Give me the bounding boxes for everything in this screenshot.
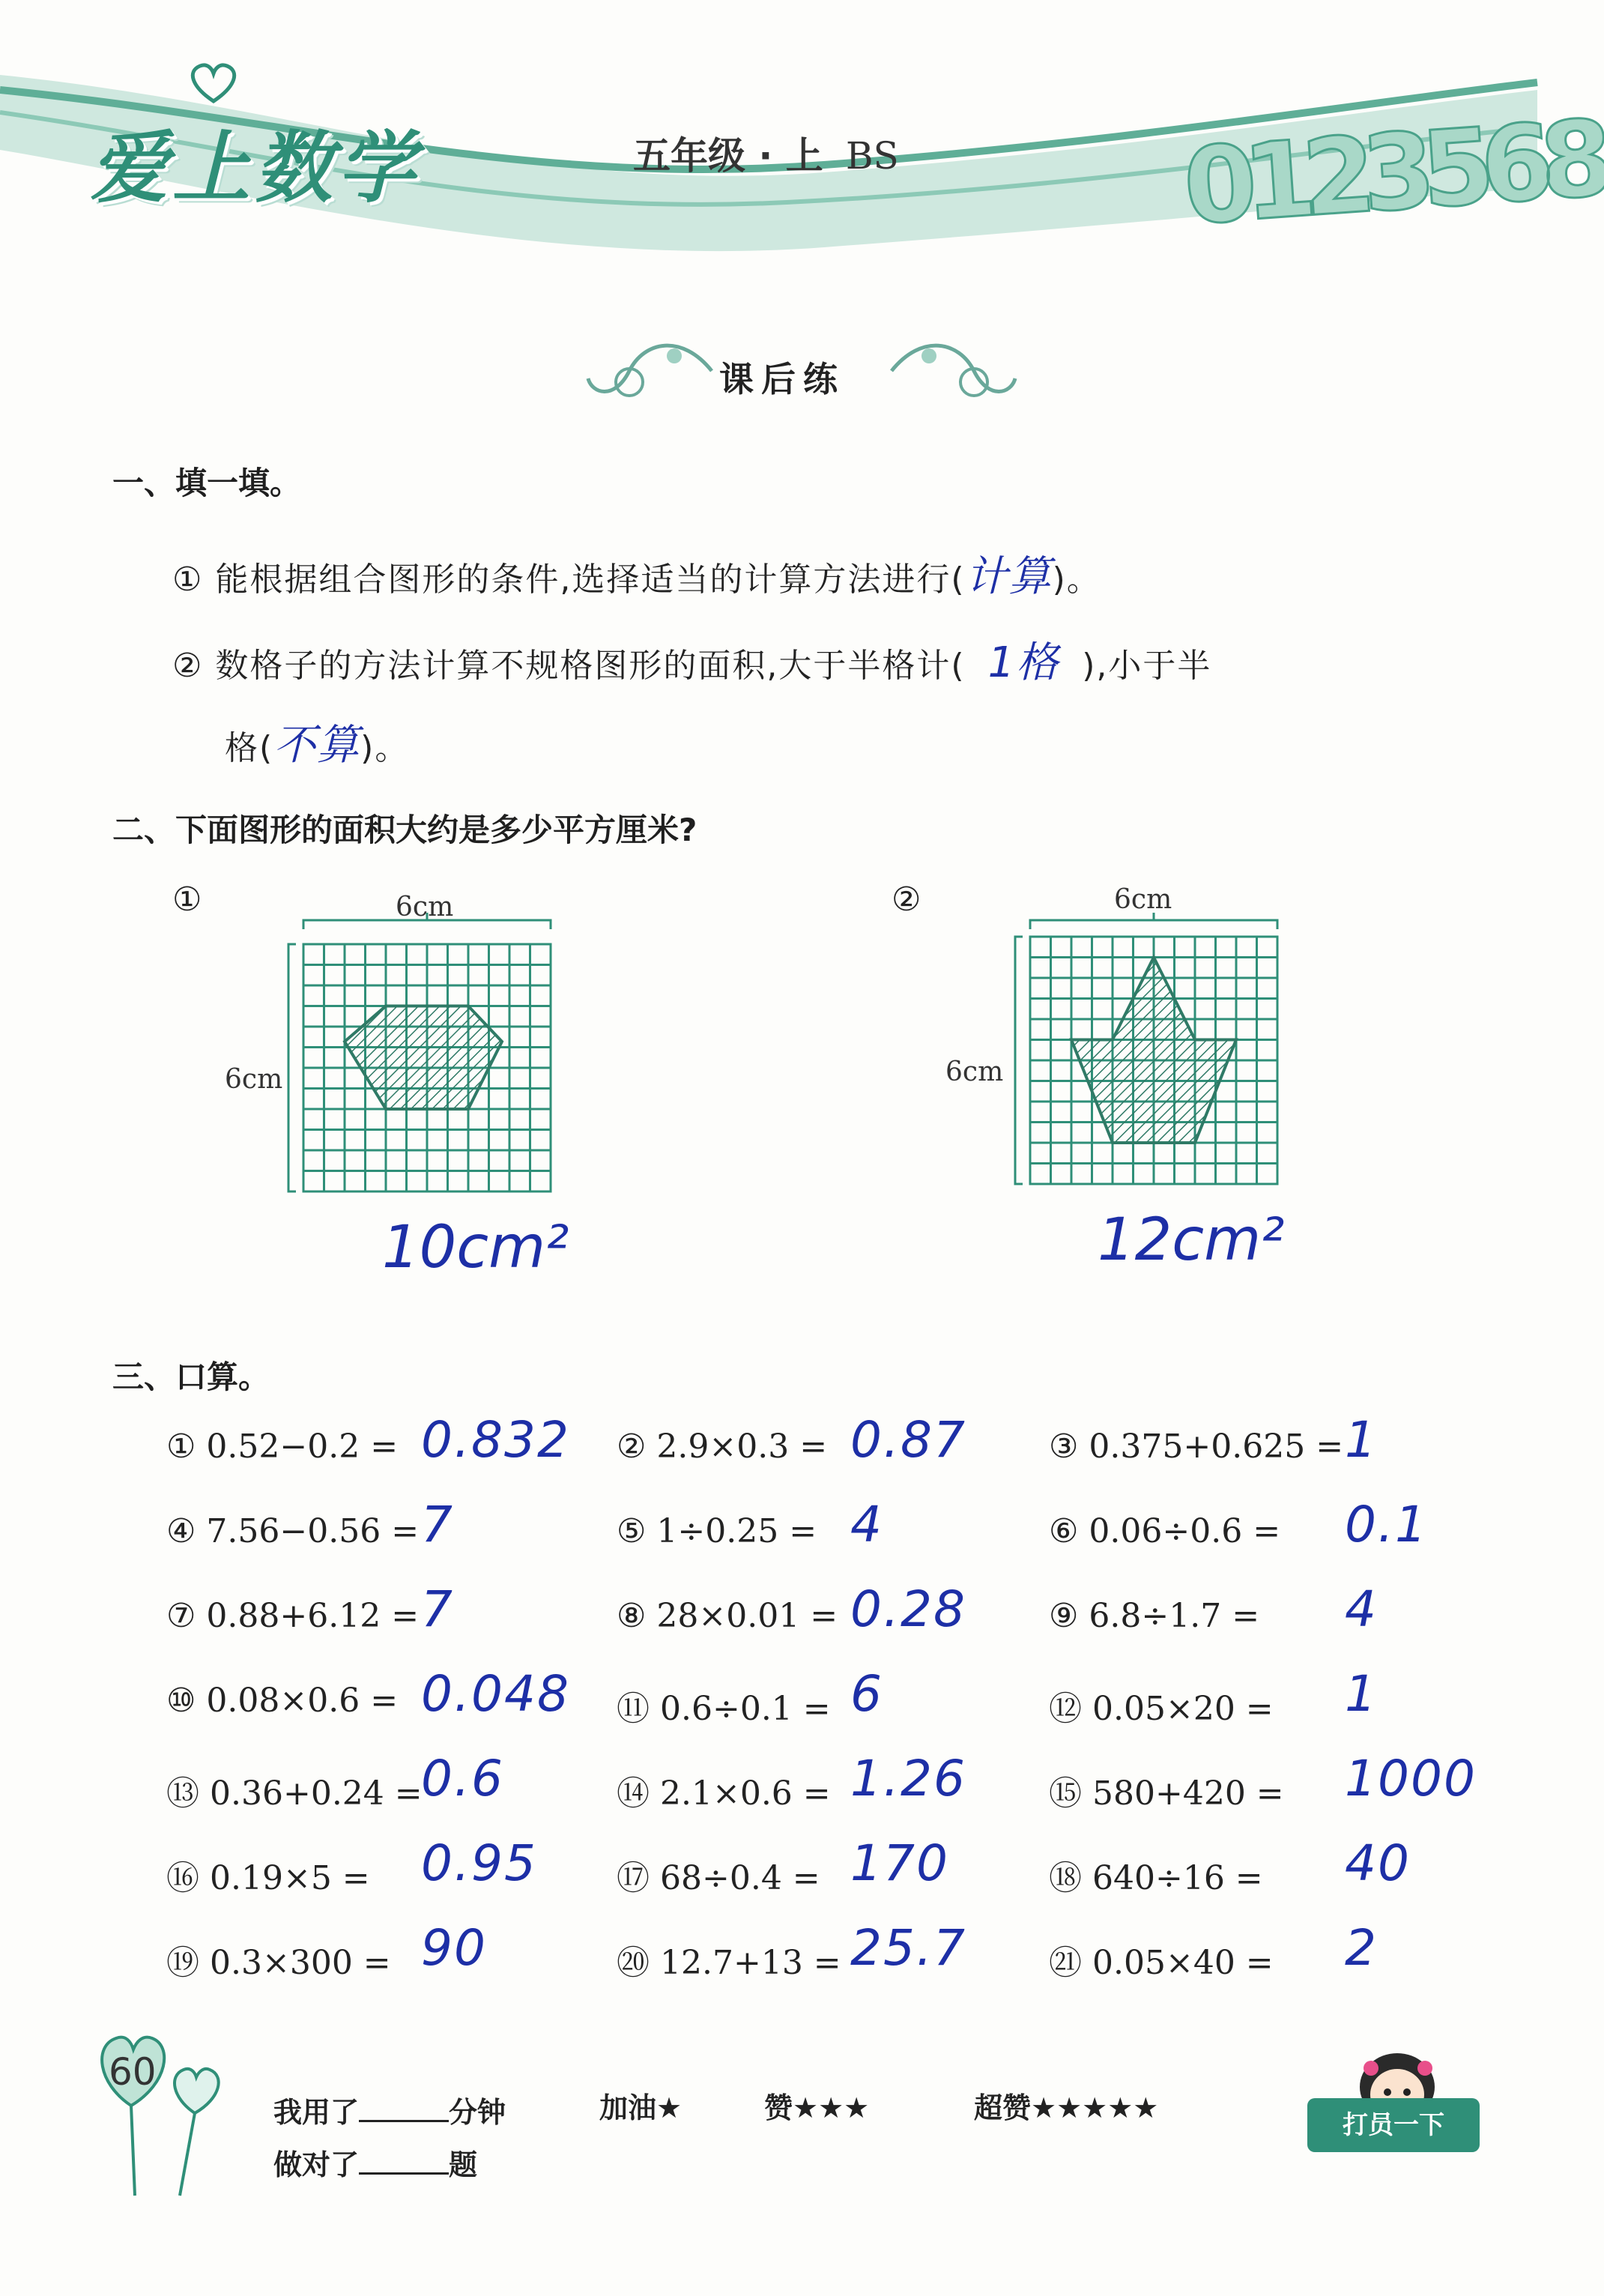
part1-q2-line2 [225, 712, 409, 772]
calc-expression: ③ 0.375+0.625 = [1049, 1428, 1344, 1466]
q2-middle: ),小于半 [1082, 647, 1212, 685]
time-post: 分钟 [449, 2096, 506, 2129]
calc-answer: 0.95 [421, 1834, 537, 1892]
right-ornament-icon [884, 318, 1019, 416]
q2-suffix: )。 [360, 729, 410, 767]
calc-answer: 4 [1345, 1580, 1378, 1638]
grade-text: 五年级 · 上 [633, 134, 823, 178]
figure2-label: ② [892, 880, 923, 919]
calc-answer: 0.1 [1345, 1496, 1428, 1553]
calc-expression: ⑨ 6.8÷1.7 = [1049, 1597, 1260, 1635]
calc-expression: ㉑ 0.05×40 = [1049, 1944, 1274, 1982]
calc-expression: ⑰ 68÷0.4 = [617, 1859, 820, 1897]
q2-answer2: 不算 [273, 721, 361, 770]
rating-1: 加油★ [599, 2091, 683, 2124]
grade-label [633, 126, 899, 180]
rating-3: 超赞★★★★★ [974, 2091, 1159, 2124]
calc-expression: ① 0.52−0.2 = [166, 1428, 399, 1466]
time-pre: 我用了 [273, 2096, 360, 2129]
calc-answer: 90 [421, 1919, 487, 1977]
figure1-width-label: 6cm [396, 892, 454, 922]
q2-answer1: 1格 [987, 638, 1060, 687]
part3-heading: 三、口算。 [112, 1359, 270, 1395]
q1-prefix: ① 能根据组合图形的条件,选择适当的计算方法进行( [172, 561, 966, 599]
calc-answer: 1 [1345, 1411, 1378, 1469]
q2-prefix: ② 数格子的方法计算不规格图形的面积,大于半格计( [172, 647, 966, 685]
decor-digits: 0123568 [1179, 97, 1604, 250]
calc-answer: 7 [421, 1496, 454, 1553]
figure1-height-label: 6cm [225, 1064, 283, 1095]
correct-pre: 做对了 [273, 2148, 360, 2181]
calc-answer: 1.26 [850, 1750, 966, 1807]
correct-post: 题 [449, 2148, 478, 2181]
calc-answer: 0.6 [421, 1750, 504, 1807]
heart-icon [187, 60, 240, 105]
correct-count [273, 2142, 477, 2183]
calc-answer: 1 [1345, 1665, 1378, 1723]
calc-answer: 0.87 [850, 1411, 966, 1469]
calc-expression: ⑥ 0.06÷0.6 = [1049, 1512, 1281, 1550]
q2-prefix2: 格( [225, 729, 274, 767]
calc-expression: ⑤ 1÷0.25 = [617, 1512, 817, 1550]
calc-answer: 170 [850, 1834, 949, 1892]
calc-expression: ⑪ 0.6÷0.1 = [617, 1690, 831, 1728]
calc-expression: ⑫ 0.05×20 = [1049, 1690, 1274, 1728]
calc-answer: 40 [1345, 1834, 1411, 1892]
calc-answer: 1000 [1345, 1750, 1477, 1807]
part2-heading: 二、下面图形的面积大约是多少平方厘米? [112, 812, 697, 848]
figure1-grid [217, 899, 569, 1214]
calc-expression: ⑳ 12.7+13 = [617, 1944, 841, 1982]
rating-2: 赞★★★ [764, 2091, 870, 2124]
figure1-label: ① [172, 880, 204, 919]
brand-title: 爱上数学 [90, 121, 420, 214]
edition-text: BS [845, 134, 899, 178]
figure2-width-label: 6cm [1114, 884, 1172, 915]
time-used [273, 2089, 506, 2130]
calc-expression: ④ 7.56−0.56 = [166, 1512, 420, 1550]
figure2-answer: 12cm² [1098, 1206, 1285, 1274]
calc-expression: ⑭ 2.1×0.6 = [617, 1774, 831, 1813]
q1-suffix: )。 [1052, 561, 1101, 599]
calc-expression: ⑩ 0.08×0.6 = [166, 1682, 399, 1720]
calc-expression: ⑲ 0.3×300 = [166, 1944, 391, 1982]
part1-q1 [172, 543, 1101, 603]
figure1-answer: 10cm² [382, 1214, 569, 1281]
calc-expression: ⑦ 0.88+6.12 = [166, 1597, 420, 1635]
section-title: 课后练 [719, 359, 845, 399]
calc-expression: ⑱ 640÷16 = [1049, 1859, 1263, 1897]
calc-expression: ② 2.9×0.3 = [617, 1428, 828, 1466]
calc-expression: ⑬ 0.36+0.24 = [166, 1774, 423, 1813]
calc-answer: 0.28 [850, 1580, 966, 1638]
calc-answer: 6 [850, 1665, 883, 1723]
calc-expression: ⑮ 580+420 = [1049, 1774, 1284, 1813]
calc-expression: ⑯ 0.19×5 = [166, 1859, 370, 1897]
page-number: 60 [109, 2050, 157, 2094]
calc-expression: ⑧ 28×0.01 = [617, 1597, 838, 1635]
calc-answer: 2 [1345, 1919, 1378, 1977]
part1-heading: 一、填一填。 [112, 465, 302, 501]
cheer-badge: 打员一下 [1307, 2098, 1480, 2152]
calc-answer: 7 [421, 1580, 454, 1638]
left-ornament-icon [584, 318, 719, 416]
figure2-height-label: 6cm [945, 1057, 1004, 1087]
calc-answer: 4 [850, 1496, 883, 1553]
calc-answer: 25.7 [850, 1919, 966, 1977]
q1-answer: 计算 [965, 552, 1053, 601]
calc-answer: 0.832 [421, 1411, 570, 1469]
calc-answer: 0.048 [421, 1665, 570, 1723]
part1-q2-line1 [172, 629, 1211, 689]
